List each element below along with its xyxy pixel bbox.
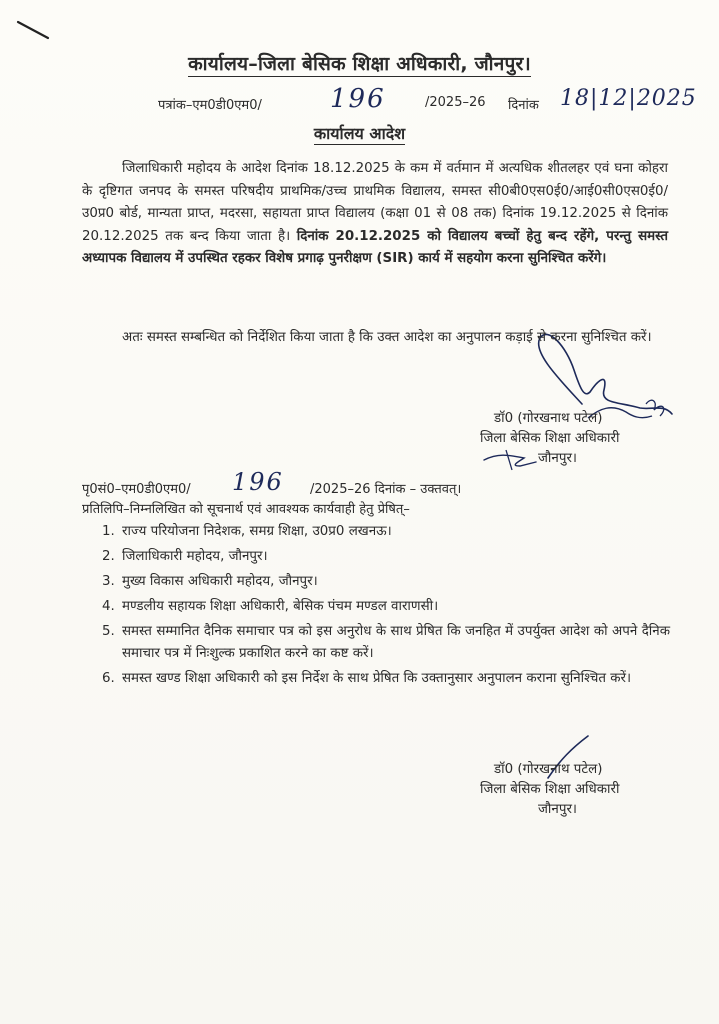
reference-prefix: पत्रांक–एम0डी0एम0/ [158, 98, 262, 113]
list-item: 1. राज्य परियोजना निदेशक, समग्र शिक्षा, उ0प्र0 लखनऊ। [102, 524, 392, 539]
order-paragraph-1 [82, 158, 668, 271]
signatory-place: जौनपुर। [538, 802, 577, 817]
document-title: कार्यालय–जिला बेसिक शिक्षा अधिकारी, जौनपुर। [188, 53, 531, 75]
signatory-designation: जिला बेसिक शिक्षा अधिकारी [480, 431, 620, 446]
compliance-text: अतः समस्त सम्बन्धित को निर्देशित किया जाता है कि उक्त आदेश का अनुपालन कड़ाई से करना सुनिश्चित करें। [122, 330, 652, 345]
copy-recipient-list [102, 521, 670, 690]
copy-intro: प्रतिलिपि–निम्नलिखित को सूचनार्थ एवं आवश्यक कार्यवाही हेतु प्रेषित्– [82, 502, 410, 517]
office-order-heading: कार्यालय आदेश [313, 124, 406, 143]
copy-reference-prefix: पृ0सं0–एम0डी0एम0/ [82, 482, 191, 497]
order-text-bold: दिनांक 20.12.2025 को विद्यालय बच्चों हेतु बन्द रहेंगे, परन्तु समस्त अध्यापक विद्यालय में उपस्थित रहकर विशेष प्रगाढ़ पुनरीक्षण (SIR) कार्य में सहयोग करना सुनिश्चित करेंगे। [82, 228, 668, 267]
list-item: 4. मण्डलीय सहायक शिक्षा अधिकारी, बेसिक पंचम मण्डल वाराणसी। [102, 599, 439, 614]
list-item: 3. मुख्य विकास अधिकारी महोदय, जौनपुर। [102, 574, 318, 589]
handwritten-reference-number: 196 [330, 84, 386, 114]
signatory-place: जौनपुर। [538, 451, 577, 466]
handwritten-copy-reference-number: 196 [232, 468, 284, 496]
signatory-name: डॉ0 (गोरखनाथ पटेल) [494, 411, 603, 426]
order-paragraph-2 [82, 327, 668, 350]
order-text: जिलाधिकारी महोदय के आदेश दिनांक 18.12.2025 के कम में वर्तमान में अत्यधिक शीतलहर एवं घना कोहरा के दृष्टिगत जनपद के समस्त परिषदीय प्राथमिक/उच्च प्राथमिक विद्यालय, समस्त सी0बी0एस0ई0/आई0सी0एस0ई0/उ0प्र0 बोर्ड, मान्यता प्राप्त, मदरसा, सहायता प्राप्त विद्यालय (कक्षा 01 से 08 तक) दिनांक 19.12.2025 से दिनांक 20.12.2025 तक बन्द किया जाता है। [82, 161, 668, 244]
signature-block-2 [480, 760, 620, 820]
signatory-designation: जिला बेसिक शिक्षा अधिकारी [480, 782, 620, 797]
signatory-name: डॉ0 (गोरखनाथ पटेल) [494, 762, 603, 777]
list-item: 5. समस्त सम्मानित दैनिक समाचार पत्र को इस अनुरोध के साथ प्रेषित कि जनहित में उपर्युक्त आदेश को अपने दैनिक समाचार पत्र में निःशुल्क प्रकाशित करने का कष्ट करें। [102, 624, 670, 661]
signature-block-1 [480, 409, 620, 469]
handwritten-date: 18|12|2025 [560, 86, 697, 111]
list-item: 6. समस्त खण्ड शिक्षा अधिकारी को इस निर्देश के साथ प्रेषित कि उक्तानुसार अनुपालन कराना सुनिश्चित करें। [102, 671, 632, 686]
list-item: 2. जिलाधिकारी महोदय, जौनपुर। [102, 549, 268, 564]
date-label: दिनांक [508, 98, 539, 113]
copy-reference-suffix: /2025–26 दिनांक – उक्तवत्। [310, 482, 462, 497]
reference-year: /2025–26 [425, 95, 486, 110]
